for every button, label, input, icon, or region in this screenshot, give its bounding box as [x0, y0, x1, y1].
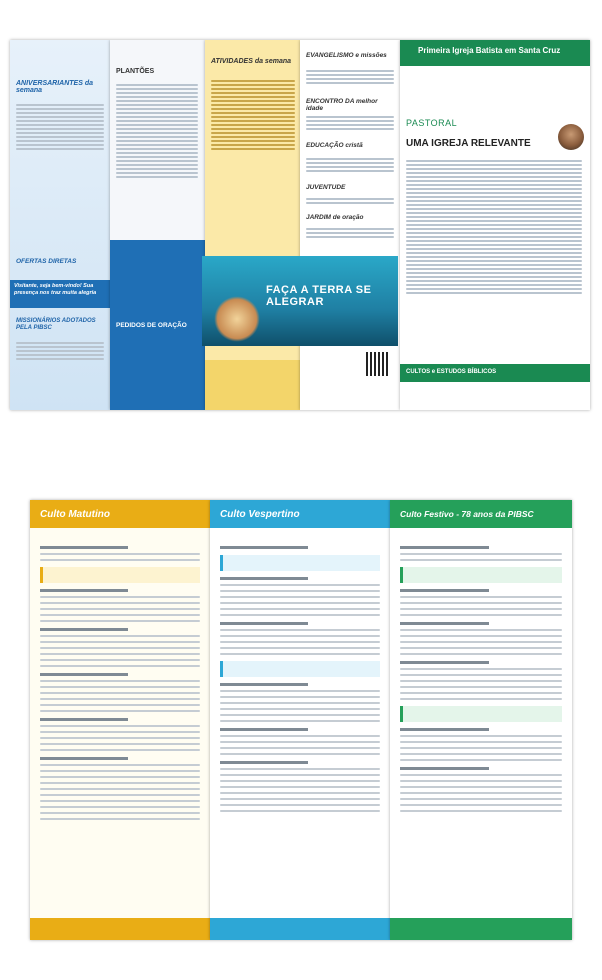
culto-festivo-title: Culto Festivo - 78 anos da PIBSC	[400, 509, 534, 519]
panel-aniversariantes	[10, 40, 110, 410]
panel-culto-festivo	[390, 500, 572, 940]
culto-matutino-title: Culto Matutino	[40, 509, 110, 520]
pastoral-label: PASTORAL	[406, 118, 458, 128]
ofertas-heading: OFERTAS DIRETAS	[16, 258, 77, 265]
evangelismo-heading: EVANGELISMO e missões	[306, 52, 387, 59]
bulletin-inside	[0, 500, 602, 940]
church-name: Primeira Igreja Batista em Santa Cruz	[418, 46, 561, 55]
cultos-footer: CULTOS e ESTUDOS BÍBLICOS	[406, 369, 497, 375]
juventude-heading: JUVENTUDE	[306, 184, 346, 191]
missions-banner	[202, 256, 398, 346]
missionarios-heading: MISSIONÁRIOS ADOTADOS PELA PIBSC	[16, 318, 96, 331]
pedidos-heading: PEDIDOS DE ORAÇÃO	[116, 322, 187, 329]
pastor-photo	[558, 124, 584, 150]
panel-atividades	[205, 40, 300, 410]
panel-plantoes	[110, 40, 205, 410]
atividades-heading: ATIVIDADES da semana	[211, 58, 292, 65]
panel-culto-matutino	[30, 500, 210, 940]
visitante-banner: Visitante, seja bem-vindo! Sua presença nos traz muita alegria	[14, 283, 97, 296]
aniversariantes-heading: ANIVERSARIANTES da semana	[16, 80, 94, 94]
panel-culto-vespertino	[210, 500, 390, 940]
banner-title: FAÇA A TERRA SE ALEGRAR	[266, 284, 372, 308]
educacao-heading: EDUCAÇÃO cristã	[306, 142, 363, 149]
qr-code-icon	[366, 352, 390, 376]
article-title: UMA IGREJA RELEVANTE	[406, 138, 531, 149]
encontro-heading: ENCONTRO DA melhor idade	[306, 98, 378, 112]
plantoes-heading: PLANTÕES	[116, 68, 155, 75]
panel-pastoral	[400, 40, 590, 410]
culto-vespertino-title: Culto Vespertino	[220, 509, 300, 520]
jardim-heading: JARDIM de oração	[306, 214, 364, 221]
bulletin-outside	[0, 40, 602, 410]
